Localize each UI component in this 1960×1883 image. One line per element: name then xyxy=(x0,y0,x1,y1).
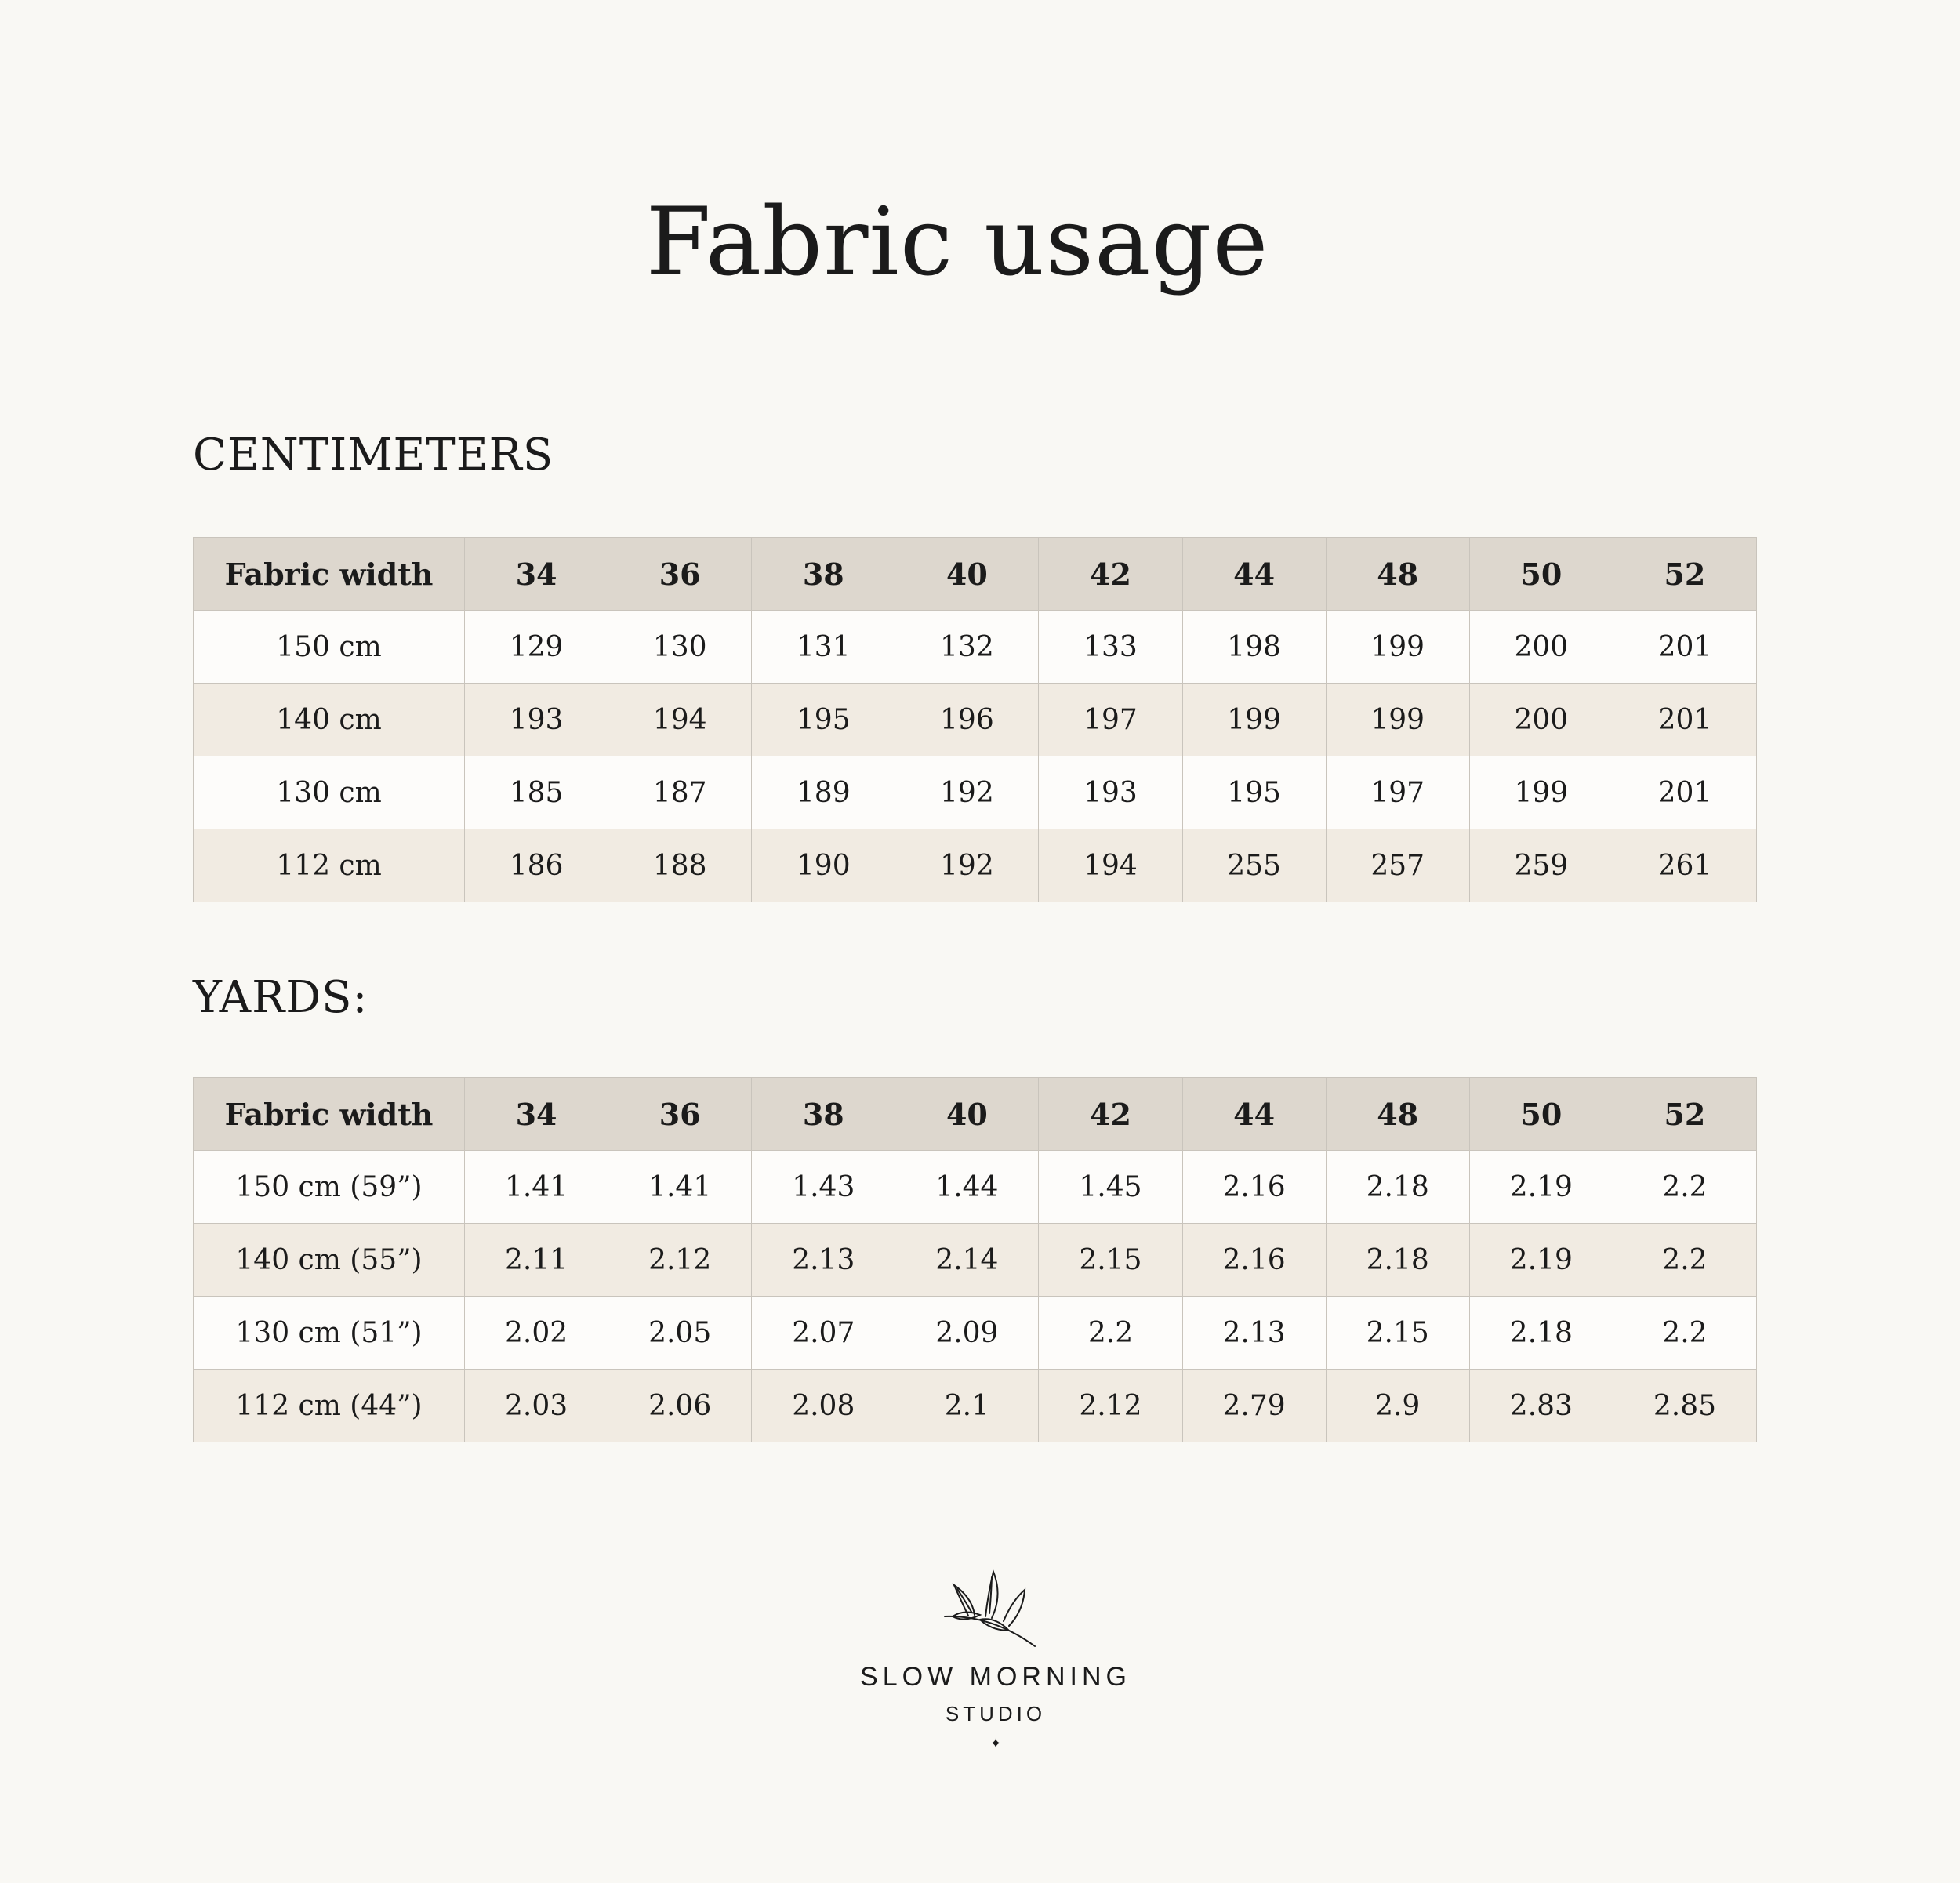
table-row xyxy=(194,1224,1757,1297)
header-size: 36 xyxy=(608,1078,752,1151)
fabric-width-cell: 150 cm (59”) xyxy=(194,1151,465,1224)
header-size: 50 xyxy=(1469,1078,1613,1151)
table-cell: 2.05 xyxy=(608,1297,752,1370)
table-cell: 200 xyxy=(1469,611,1613,684)
brand-subtitle: STUDIO xyxy=(945,1702,1047,1725)
table-cell: 2.79 xyxy=(1182,1370,1326,1442)
table-cell: 2.13 xyxy=(752,1224,895,1297)
table-cell: 200 xyxy=(1469,684,1613,756)
table-cell: 189 xyxy=(752,756,895,829)
header-size: 42 xyxy=(1039,1078,1182,1151)
table-cell: 195 xyxy=(1182,756,1326,829)
table-row xyxy=(194,756,1757,829)
table-cell: 193 xyxy=(465,684,608,756)
table-cell: 257 xyxy=(1326,829,1469,902)
table-cell: 259 xyxy=(1469,829,1613,902)
header-size: 50 xyxy=(1469,538,1613,611)
table-cell: 201 xyxy=(1613,756,1756,829)
table-cell: 2.16 xyxy=(1182,1151,1326,1224)
table-cell: 199 xyxy=(1326,684,1469,756)
table-cell: 2.07 xyxy=(752,1297,895,1370)
table-cell: 186 xyxy=(465,829,608,902)
table-cell: 194 xyxy=(608,684,752,756)
table-cell: 2.2 xyxy=(1613,1297,1756,1370)
table-cell: 2.19 xyxy=(1469,1151,1613,1224)
table-row xyxy=(194,1370,1757,1442)
table-cell: 2.12 xyxy=(1039,1370,1182,1442)
table-cell: 2.2 xyxy=(1613,1224,1756,1297)
table-cell: 187 xyxy=(608,756,752,829)
table-cell: 2.03 xyxy=(465,1370,608,1442)
table-cell: 2.85 xyxy=(1613,1370,1756,1442)
table-cell: 188 xyxy=(608,829,752,902)
table-cell: 190 xyxy=(752,829,895,902)
table-cell: 2.18 xyxy=(1326,1224,1469,1297)
header-size: 44 xyxy=(1182,538,1326,611)
table-cell: 129 xyxy=(465,611,608,684)
table-cell: 1.45 xyxy=(1039,1151,1182,1224)
header-size: 40 xyxy=(895,538,1039,611)
table-cell: 2.18 xyxy=(1326,1151,1469,1224)
header-size: 52 xyxy=(1613,538,1756,611)
fabric-width-cell: 130 cm (51”) xyxy=(194,1297,465,1370)
fabric-width-cell: 140 cm xyxy=(194,684,465,756)
table-cell: 131 xyxy=(752,611,895,684)
table-row xyxy=(194,611,1757,684)
table-cell: 201 xyxy=(1613,684,1756,756)
fabric-width-cell: 130 cm xyxy=(194,756,465,829)
yards-table xyxy=(193,1077,1757,1442)
header-size: 44 xyxy=(1182,1078,1326,1151)
table-cell: 130 xyxy=(608,611,752,684)
table-cell: 1.44 xyxy=(895,1151,1039,1224)
header-size: 38 xyxy=(752,538,895,611)
table-header-row xyxy=(194,1078,1757,1151)
table-cell: 199 xyxy=(1469,756,1613,829)
table-cell: 199 xyxy=(1326,611,1469,684)
table-cell: 195 xyxy=(752,684,895,756)
table-cell: 2.08 xyxy=(752,1370,895,1442)
brand-name: SLOW MORNING xyxy=(860,1662,1131,1692)
header-size: 34 xyxy=(465,1078,608,1151)
table-cell: 2.1 xyxy=(895,1370,1039,1442)
centimeters-table xyxy=(193,537,1757,902)
table-cell: 2.19 xyxy=(1469,1224,1613,1297)
header-size: 38 xyxy=(752,1078,895,1151)
table-cell: 196 xyxy=(895,684,1039,756)
table-cell: 198 xyxy=(1182,611,1326,684)
table-cell: 132 xyxy=(895,611,1039,684)
table-cell: 2.06 xyxy=(608,1370,752,1442)
fabric-width-cell: 140 cm (55”) xyxy=(194,1224,465,1297)
table-cell: 1.41 xyxy=(608,1151,752,1224)
header-fabric-width: Fabric width xyxy=(194,1078,465,1151)
star-icon: ✦ xyxy=(989,1736,1002,1752)
table-cell: 185 xyxy=(465,756,608,829)
page-title: Fabric usage xyxy=(645,188,1269,297)
centimeters-heading: CENTIMETERS xyxy=(193,430,554,481)
table-cell: 193 xyxy=(1039,756,1182,829)
header-size: 40 xyxy=(895,1078,1039,1151)
table-cell: 255 xyxy=(1182,829,1326,902)
table-cell: 2.16 xyxy=(1182,1224,1326,1297)
header-size: 42 xyxy=(1039,538,1182,611)
table-cell: 192 xyxy=(895,829,1039,902)
table-cell: 199 xyxy=(1182,684,1326,756)
header-size: 48 xyxy=(1326,538,1469,611)
header-size: 48 xyxy=(1326,1078,1469,1151)
header-size: 36 xyxy=(608,538,752,611)
table-cell: 2.02 xyxy=(465,1297,608,1370)
table-cell: 2.15 xyxy=(1326,1297,1469,1370)
table-cell: 2.2 xyxy=(1613,1151,1756,1224)
table-cell: 192 xyxy=(895,756,1039,829)
table-cell: 1.41 xyxy=(465,1151,608,1224)
table-cell: 2.09 xyxy=(895,1297,1039,1370)
brand-logo xyxy=(839,1568,1152,1752)
table-cell: 2.14 xyxy=(895,1224,1039,1297)
table-cell: 2.12 xyxy=(608,1224,752,1297)
table-cell: 197 xyxy=(1326,756,1469,829)
header-fabric-width: Fabric width xyxy=(194,538,465,611)
table-cell: 2.11 xyxy=(465,1224,608,1297)
table-row xyxy=(194,829,1757,902)
table-header-row xyxy=(194,538,1757,611)
table-cell: 201 xyxy=(1613,611,1756,684)
table-cell: 2.83 xyxy=(1469,1370,1613,1442)
table-cell: 2.15 xyxy=(1039,1224,1182,1297)
table-cell: 261 xyxy=(1613,829,1756,902)
leaf-branch-icon xyxy=(937,1568,1054,1654)
table-cell: 194 xyxy=(1039,829,1182,902)
header-size: 52 xyxy=(1613,1078,1756,1151)
table-cell: 2.2 xyxy=(1039,1297,1182,1370)
table-cell: 2.9 xyxy=(1326,1370,1469,1442)
fabric-width-cell: 112 cm xyxy=(194,829,465,902)
table-cell: 2.13 xyxy=(1182,1297,1326,1370)
yards-heading: YARDS: xyxy=(193,972,368,1023)
table-cell: 2.18 xyxy=(1469,1297,1613,1370)
table-row xyxy=(194,1151,1757,1224)
table-cell: 197 xyxy=(1039,684,1182,756)
table-cell: 133 xyxy=(1039,611,1182,684)
table-row xyxy=(194,684,1757,756)
table-cell: 1.43 xyxy=(752,1151,895,1224)
fabric-width-cell: 112 cm (44”) xyxy=(194,1370,465,1442)
fabric-width-cell: 150 cm xyxy=(194,611,465,684)
header-size: 34 xyxy=(465,538,608,611)
table-row xyxy=(194,1297,1757,1370)
